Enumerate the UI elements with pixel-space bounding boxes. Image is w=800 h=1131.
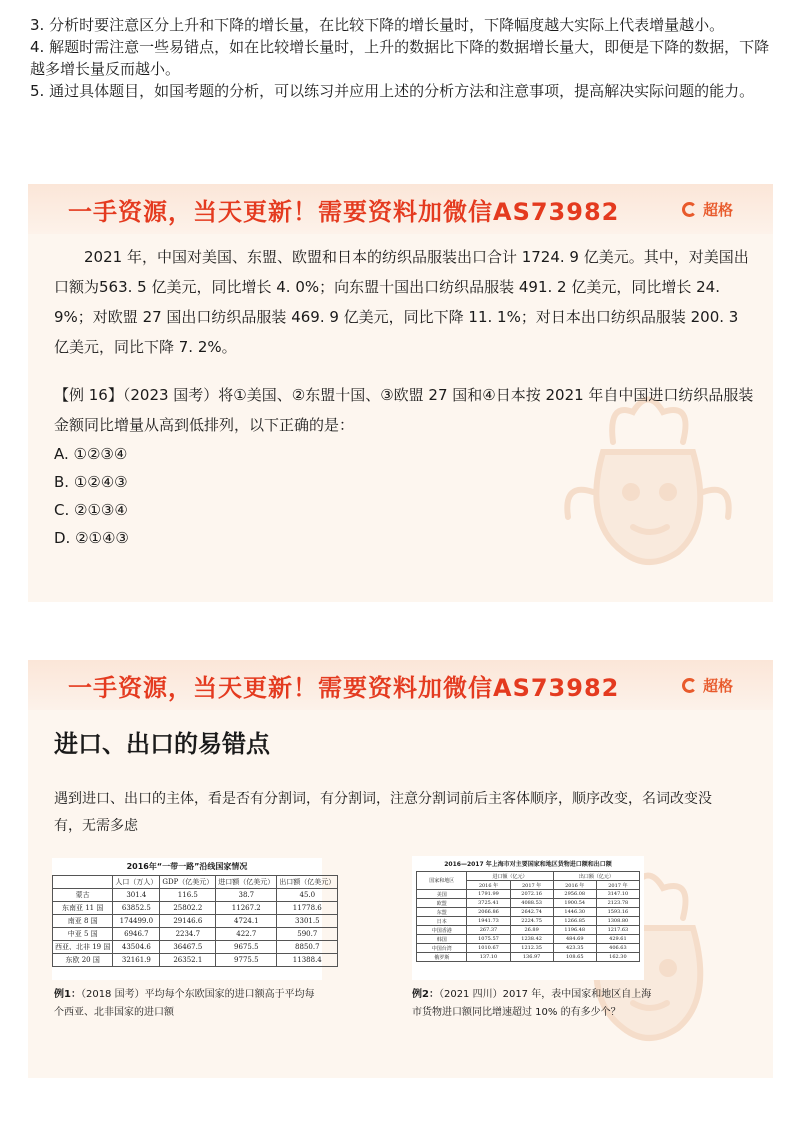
- table-row: 蒙古 301.4 116.5 38.7 45.0: [53, 889, 338, 902]
- example-1-text: （2018 国考）平均每个东欧国家的进口额高于平均每个西亚、北非国家的进口额: [54, 989, 315, 1018]
- table-row: 俄罗斯 137.10 136.97 108.65 162.30: [417, 953, 640, 962]
- table-1: [52, 875, 338, 967]
- slide-1-body: [54, 242, 754, 552]
- table-row: 中亚 5 国 6946.7 2234.7 422.7 590.7: [53, 928, 338, 941]
- table-2-caption: 2016—2017 年上海市对主要国家和地区货物进口额和出口额: [444, 861, 612, 868]
- option-d: D. ②①④③: [54, 529, 129, 547]
- table-row: 日本 1941.73 2224.75 1266.85 1308.80: [417, 917, 640, 926]
- note-4: 4. 解题时需注意一些易错点，如在比较增长量时，上升的数据比下降的数据增长量大，即便是下降的数据，下降越多增长量反而越小。: [30, 38, 770, 78]
- data-paragraph: 2021 年，中国对美国、东盟、欧盟和日本的纺织品服装出口合计 1724. 9 亿美元。其中，对美国出口额为563. 5 亿美元，同比增长 4. 0%；向东盟十国出口纺织品服装 491. 2 亿美元，同比增长 24. 9%；对欧盟 27 国出口纺织品服装 469. 9 亿美元，同比下降 11. 1%；对日本出口纺织品服装 200. 3 亿美元，同比下降 7. 2%。: [54, 248, 749, 356]
- table-1-caption: 2016年“一带一路”沿线国家情况: [126, 862, 248, 871]
- example-1-label: 例1：: [54, 989, 81, 1000]
- table-header-row: 国家和地区 进口额（亿元） 出口额（亿元）: [417, 872, 640, 881]
- banner-text: 一手资源，当天更新！需要资料加微信AS73982: [68, 674, 620, 702]
- brand-logo: [682, 199, 733, 220]
- table-row: 东南亚 11 国 63852.5 25802.2 11267.2 11778.6: [53, 902, 338, 915]
- slide-2: [28, 660, 773, 1078]
- section-description: 遇到进口、出口的主体，看是否有分割词，有分割词，注意分割词前后主客体顺序，顺序改变，名词改变没有，无需多虑: [54, 791, 712, 834]
- banner-text: 一手资源，当天更新！需要资料加微信AS73982: [68, 198, 620, 226]
- option-a: A. ①②③④: [54, 445, 128, 463]
- table-row: 东欧 20 国 32161.9 26352.1 9775.5 11388.4: [53, 954, 338, 967]
- note-3: 3. 分析时要注意区分上升和下降的增长量，在比较下降的增长量时，下降幅度越大实际上代表增量越小。: [30, 16, 725, 34]
- table-header-row: 2016 年 2017 年 2016 年 2017 年: [417, 881, 640, 890]
- example-2: [412, 986, 652, 1022]
- slide-banner: [28, 660, 773, 710]
- table-figure-1: [52, 858, 336, 980]
- example-1: [54, 986, 324, 1022]
- logo-text: 超格: [702, 201, 733, 219]
- option-b: B. ①②④③: [54, 473, 128, 491]
- table-header-row: 人口（万人） GDP（亿美元） 进口额（亿美元） 出口额（亿美元）: [53, 876, 338, 889]
- option-c: C. ②①③④: [54, 501, 128, 519]
- table-row: 南亚 8 国 174499.0 29146.6 4724.1 3301.5: [53, 915, 338, 928]
- note-5: 5. 通过具体题目，如国考题的分析，可以练习并应用上述的分析方法和注意事项，提高解决实际问题的能力。: [30, 82, 755, 100]
- table-row: 东盟 2066.86 2642.74 1446.30 1593.16: [417, 908, 640, 917]
- slide-1: [28, 184, 773, 602]
- table-figure-2: [412, 856, 644, 980]
- table-row: 美国 1791.99 2072.16 2956.08 3147.10: [417, 890, 640, 899]
- table-row: 欧盟 3725.41 4088.53 1900.54 2123.78: [417, 899, 640, 908]
- example-2-text: （2021 四川）2017 年，表中国家和地区自上海市货物进口额同比增速超过 10% 的有多少个？: [412, 989, 652, 1018]
- notes-section: [30, 14, 775, 102]
- example-2-label: 例2：: [412, 989, 439, 1000]
- question-text: 【例 16】（2023 国考）将①美国、②东盟十国、③欧盟 27 国和④日本按 2021 年自中国进口纺织品服装金额同比增量从高到低排列，以下正确的是：: [54, 386, 754, 434]
- table-row: 西亚、北非 19 国 43504.6 36467.5 9675.5 8850.7: [53, 941, 338, 954]
- section-title: 进口、出口的易错点: [54, 730, 270, 758]
- table-row: 中国香港 267.37 26.89 1196.48 1217.63: [417, 926, 640, 935]
- table-2: [416, 871, 640, 962]
- brand-logo: [682, 675, 733, 696]
- logo-icon: [682, 202, 697, 217]
- table-row: 韩国 1075.57 1238.42 484.69 429.61: [417, 935, 640, 944]
- table-row: 中国台湾 1010.67 1212.35 423.35 406.63: [417, 944, 640, 953]
- logo-text: 超格: [702, 677, 733, 695]
- slide-banner: [28, 184, 773, 234]
- logo-icon: [682, 678, 697, 693]
